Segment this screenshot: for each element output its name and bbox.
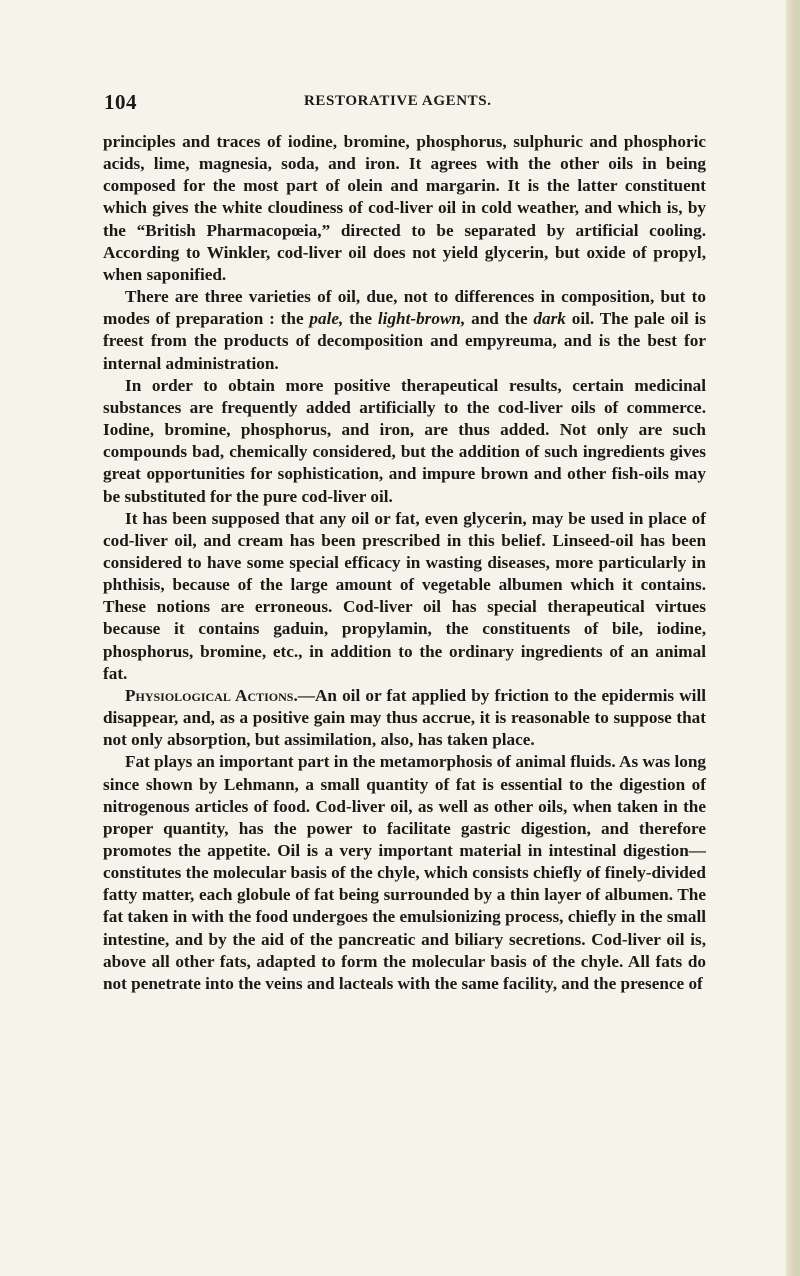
text-run: There are three varieties of oil, due, not to differences in composition, but to modes of preparation : the — [103, 287, 706, 329]
text-run: —An oil or fat applied by friction to the epidermis will disappear, and, as a positive gain may thus accrue, it is reasonable to suppose that not only absorption, but assimilation, also, has taken place. — [103, 685, 706, 750]
running-head: RESTORATIVE AGENTS. — [304, 93, 492, 109]
paragraph: principles and traces of iodine, bromine, phosphorus, sulphuric and phosphoric acids, lime, magnesia, soda, and iron. It agrees with the other oils in being composed for the most part of olein and margarin. It is the latter constituent which gives the white cloudiness of cod-liver oil in cold weather, and which is, by the “British Pharmacopœia,” directed to be separated by artificial cooling. According to Winkler, cod-liver oil does not yield glycerin, but oxide of propyl, when saponified. — [103, 132, 706, 284]
paragraph — [103, 685, 706, 751]
paragraph — [103, 286, 706, 375]
section-heading: Physiological Actions. — [125, 685, 298, 705]
italic-term: pale, — [309, 309, 344, 329]
paragraph: Fat plays an important part in the metamorphosis of animal fluids. As was long since shown by Lehmann, a small quantity of fat is essential to the digestion of nitrogenous articles of food. Cod-liver oil, as well as other oils, when taken in the proper quantity, has the power to facilitate gastric digestion, and therefore promotes the appetite. Oil is a very important material in intestinal digestion—constitutes the molecular basis of the chyle, which consists chiefly of finely-divided fatty matter, each globule of fat being surrounded by a thin layer of albumen. The fat taken in with the food undergoes the emulsionizing process, chiefly in the small intestine, and by the aid of the pancreatic and biliary secretions. Cod-liver oil is, above all other fats, adapted to form the molecular basis of the chyle. All fats do not penetrate into the veins and lacteals with the same facility, and the presence of — [103, 752, 706, 993]
italic-term: light-brown, — [377, 309, 466, 329]
paragraph: In order to obtain more positive therapeutical results, certain medicinal substances are frequently added artificially to the cod-liver oils of commerce. Iodine, bromine, phosphorus, and iron, are thus added. Not only are such compounds bad, chemically considered, but the addition of such ingredients gives great opportunities for sophistication, and impure brown and other fish-oils may be substituted for the pure cod-liver oil. — [103, 375, 706, 506]
text-run: and the — [465, 309, 534, 329]
text-run: the — [343, 309, 378, 329]
page-edge — [786, 0, 800, 1276]
italic-term: dark — [533, 309, 566, 329]
paragraph: It has been supposed that any oil or fat, even glycerin, may be used in place of cod-liver oil, and cream has been prescribed in this belief. Linseed-oil has been considered to have some special efficacy in wasting diseases, more particularly in phthisis, because of the large amount of vegetable albumen which it contains. These notions are erroneous. Cod-liver oil has special therapeutical virtues because it contains gaduin, propylamin, the constituents of bile, iodine, phosphorus, bromine, etc., in addition to the ordinary ingredients of an animal fat. — [103, 508, 706, 683]
page-header — [104, 90, 704, 118]
text-run: oil. The pale oil is freest from the products of decomposition and empyreuma, and is the best for internal administration. — [103, 309, 706, 373]
page-number: 104 — [104, 90, 137, 114]
body-text — [103, 131, 706, 995]
